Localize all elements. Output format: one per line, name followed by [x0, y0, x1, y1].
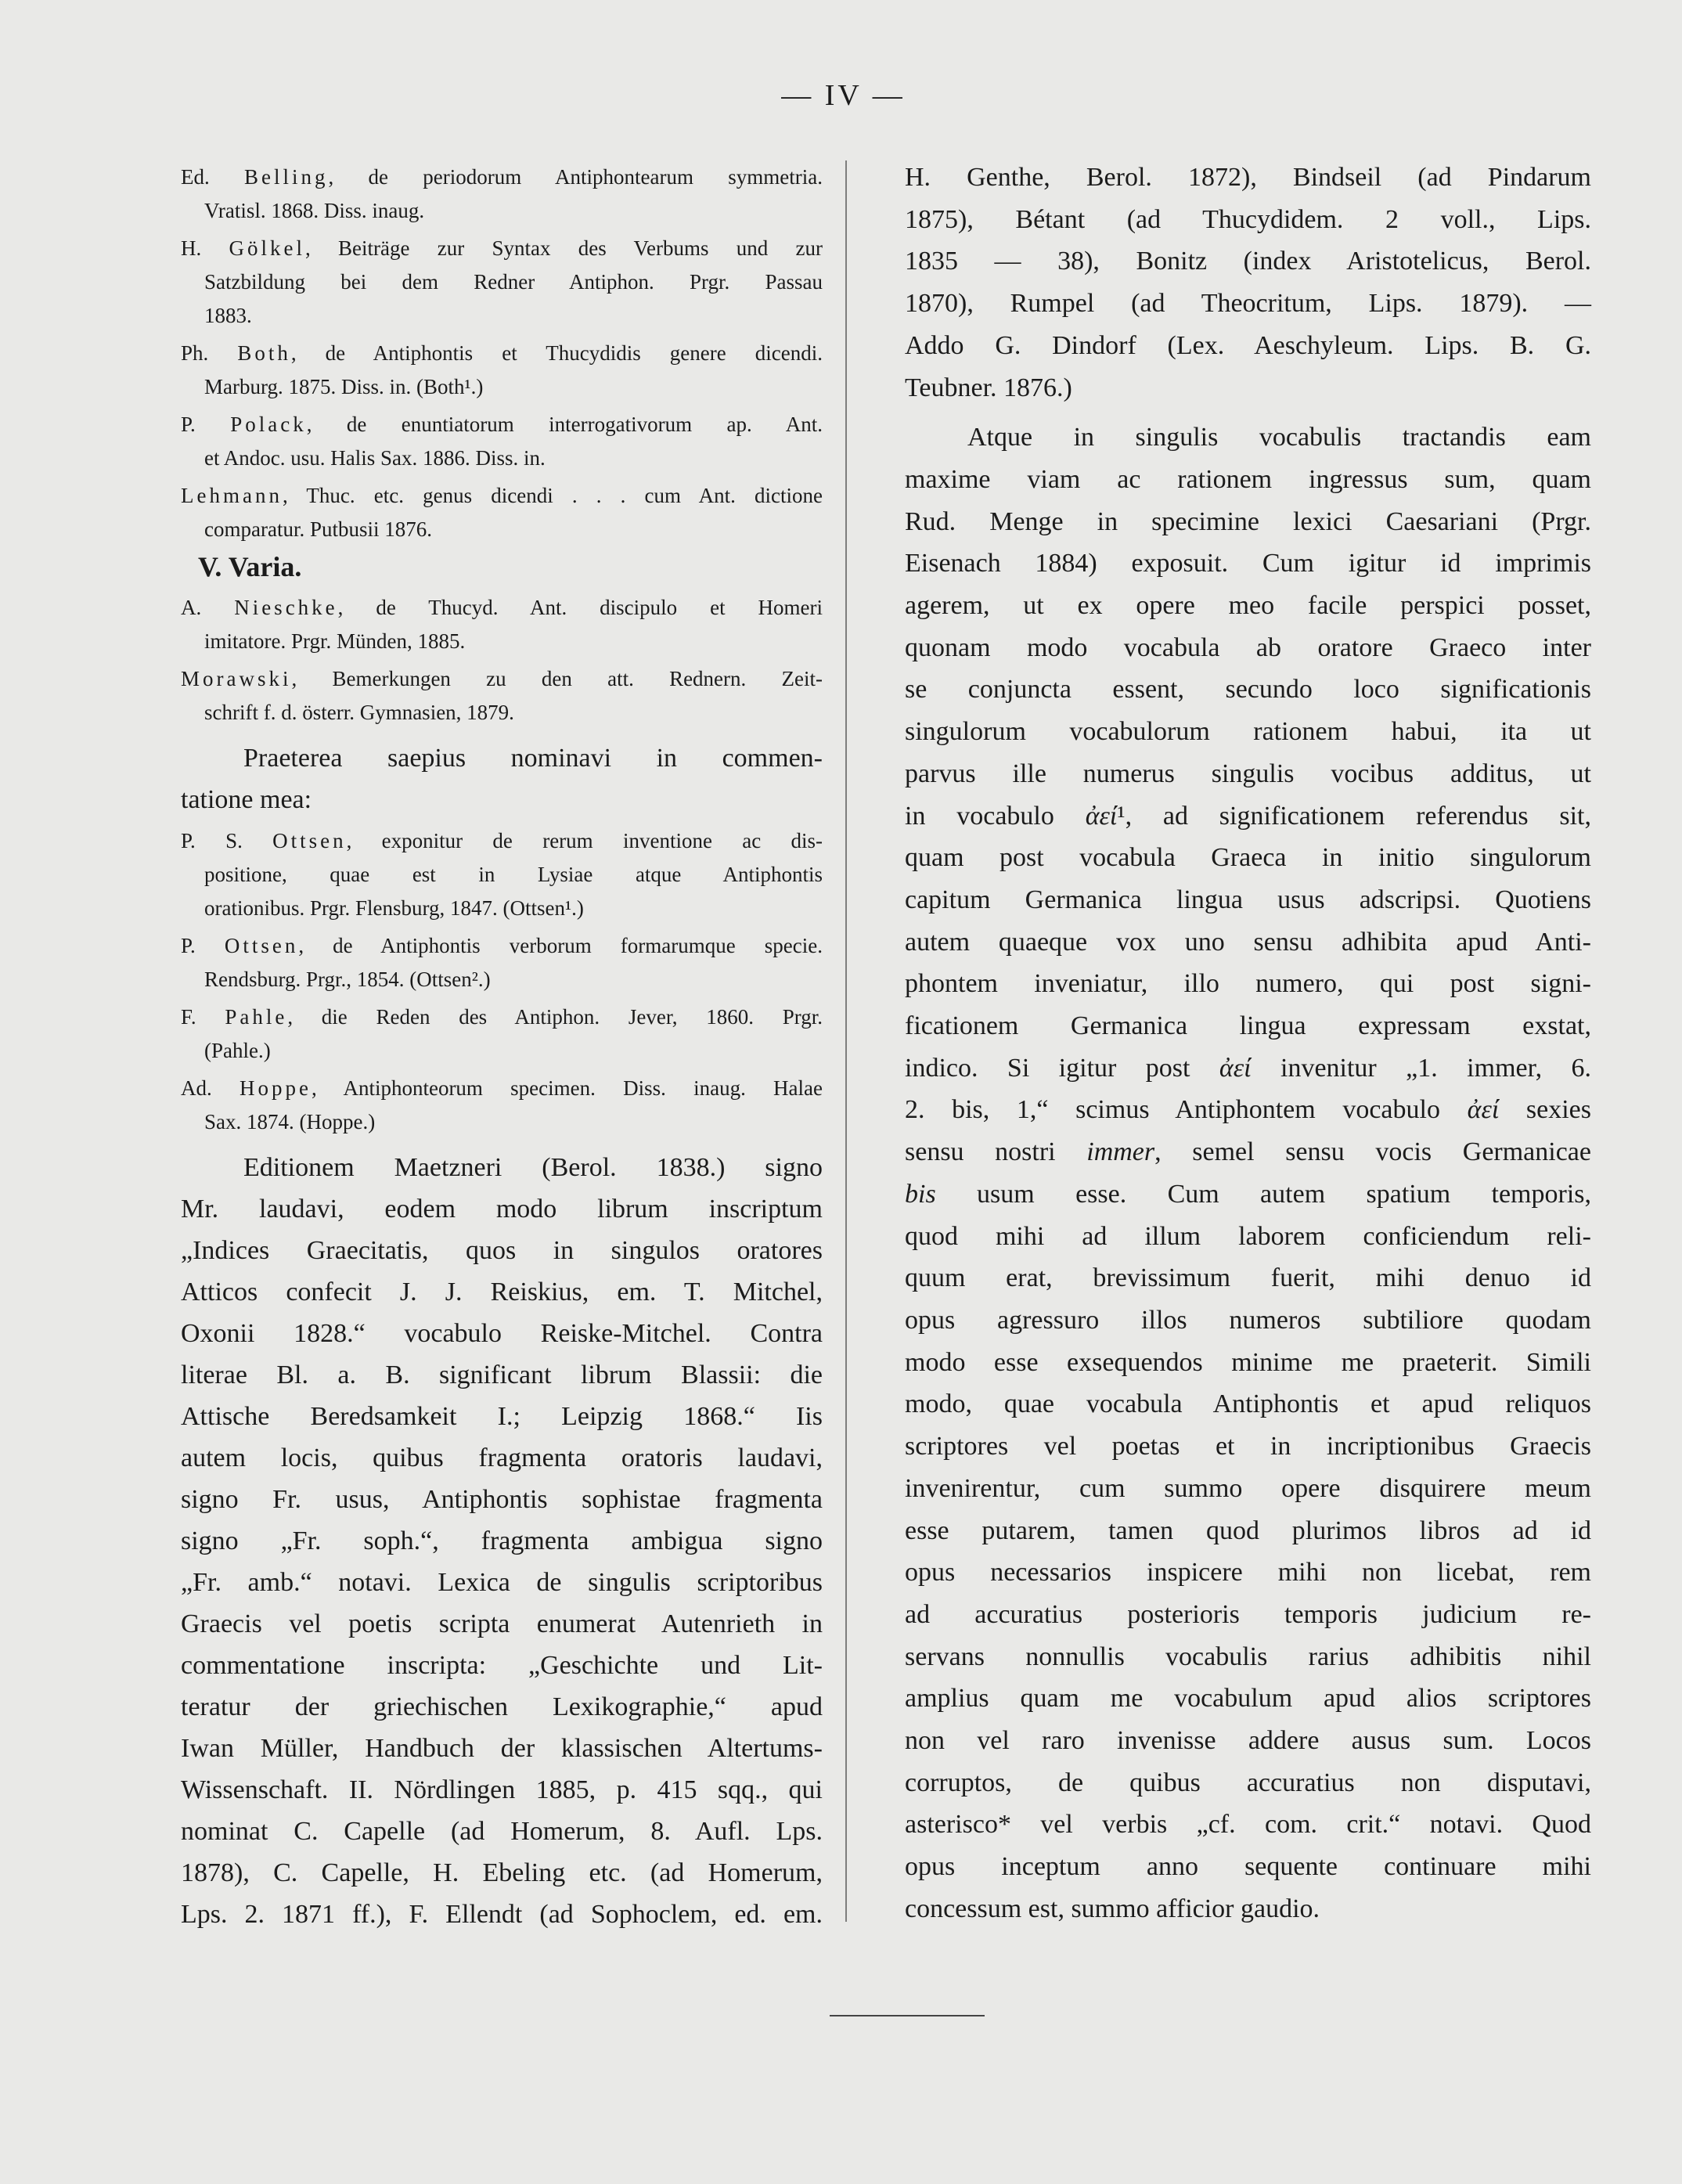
author-name: Ottsen [272, 829, 347, 852]
entry-first-line [181, 824, 823, 858]
text-line: autem locis, quibus fragmenta oratoris laudavi, [181, 1443, 823, 1472]
text-line [905, 1173, 1591, 1216]
bibliography-entry [181, 408, 823, 475]
entry-title: , Antiphonteorum specimen. Diss. inaug. Halae [311, 1076, 823, 1100]
text-run: sensu nostri [905, 1137, 1087, 1167]
text-line: scriptores vel poetas et in incriptionibus Graecis [905, 1432, 1591, 1461]
entry-line: Vratisl. 1868. Diss. inaug. [204, 199, 425, 222]
text-line: Editionem Maetzneri (Berol. 1838.) signo [243, 1153, 823, 1182]
author-initials: P. [181, 934, 225, 957]
text-run: sexies [1499, 1095, 1592, 1125]
paragraph [181, 1147, 823, 1935]
entry-line: Rendsburg. Prgr., 1854. (Ottsen².) [204, 968, 491, 991]
text-line: quod mihi ad illum laborem conficiendum reli- [905, 1221, 1591, 1251]
italic-word: immer [1086, 1137, 1155, 1167]
author-initials: Ph. [181, 341, 238, 365]
bibliography-entry [181, 929, 823, 996]
entry-line: positione, quae est in Lysiae atque Antiphontis [204, 863, 823, 886]
paragraph [181, 737, 823, 820]
text-line: 1835 — 38), Bonitz (index Aristotelicus, Berol. [905, 247, 1591, 276]
text-line: Iwan Müller, Handbuch der klassischen Altertums- [181, 1734, 823, 1763]
entry-first-line [181, 1000, 823, 1034]
text-line: Attische Beredsamkeit I.; Leipzig 1868.“ Iis [181, 1402, 823, 1431]
author-initials: Ad. [181, 1076, 240, 1100]
text-line: autem quaeque vox uno sensu adhibita apud Anti- [905, 927, 1591, 957]
bibliography-entry [181, 591, 823, 658]
text-line: invenirentur, cum summo opere disquirere meum [905, 1473, 1591, 1503]
text-line [905, 795, 1591, 838]
text-line: Rud. Menge in specimine lexici Caesariani (Prgr. [905, 506, 1591, 536]
text-line: Oxonii 1828.“ vocabulo Reiske-Mitchel. Contra [181, 1319, 823, 1348]
entry-first-line [181, 232, 823, 265]
right-column [905, 157, 1591, 1930]
bibliography-entry [181, 232, 823, 333]
text-line: se conjuncta essent, secundo loco significationis [905, 675, 1591, 705]
author-name: Morawski [181, 667, 292, 690]
text-line [905, 1047, 1591, 1090]
text-line: Mr. laudavi, eodem modo librum inscriptum [181, 1195, 823, 1224]
author-name: Lehmann [181, 484, 283, 507]
entry-title: , Beiträge zur Syntax des Verbums und zur [305, 236, 823, 260]
entry-first-line [181, 160, 823, 194]
entry-line: schrift f. d. österr. Gymnasien, 1879. [204, 701, 514, 724]
entry-title: , Thuc. etc. genus dicendi . . . cum Ant. dictione [282, 484, 823, 507]
text-line: concessum est, summo afficior gaudio. [905, 1894, 1320, 1923]
text-line: signo „Fr. soph.“, fragmenta ambigua signo [181, 1526, 823, 1555]
text-line: servans nonnullis vocabulis rarius adhibitis nihil [905, 1642, 1591, 1671]
text-line: 1878), C. Capelle, H. Ebeling etc. (ad Homerum, [181, 1858, 823, 1887]
text-line: quonam modo vocabula ab oratore Graeco inter [905, 632, 1591, 662]
entry-title: , de periodorum Antiphontearum symmetria. [328, 165, 823, 189]
text-run: , semel sensu vocis Germanicae [1154, 1137, 1591, 1167]
text-line: ad accuratius posterioris temporis judicium re- [905, 1599, 1591, 1629]
author-initials: H. [181, 236, 229, 260]
entry-first-line [181, 408, 823, 441]
text-line: opus inceptum anno sequente continuare mihi [905, 1852, 1591, 1882]
text-line: Teubner. 1876.) [905, 373, 1072, 402]
author-initials: F. [181, 1005, 225, 1029]
text-line: corruptos, de quibus accuratius non disputavi, [905, 1768, 1591, 1797]
author-name: Hoppe [239, 1076, 312, 1100]
footnote-rule [830, 2015, 985, 2016]
paragraph [905, 416, 1591, 1930]
text-line: non vel raro invenisse addere ausus sum. Locos [905, 1726, 1591, 1756]
text-line: ficationem Germanica lingua expressam exstat, [905, 1011, 1591, 1041]
italic-word: bis [905, 1179, 936, 1209]
entry-first-line [181, 479, 823, 513]
entry-line: Satzbildung bei dem Redner Antiphon. Prgr. Passau [204, 270, 823, 294]
text-line: commentatione inscripta: „Geschichte und Lit- [181, 1651, 823, 1680]
entry-first-line [181, 1072, 823, 1105]
entry-line: orationibus. Prgr. Flensburg, 1847. (Ottsen¹.) [204, 896, 584, 920]
entry-title: , de Thucyd. Ant. discipulo et Homeri [337, 596, 823, 619]
author-initials: P. S. [181, 829, 273, 852]
entry-first-line [181, 662, 823, 696]
text-line: Wissenschaft. II. Nördlingen 1885, p. 415 sqq., qui [181, 1775, 823, 1804]
text-line: teratur der griechischen Lexikographie,“ apud [181, 1692, 823, 1721]
text-line: H. Genthe, Berol. 1872), Bindseil (ad Pindarum [905, 163, 1591, 192]
entry-line: Marburg. 1875. Diss. in. (Both¹.) [204, 375, 484, 398]
text-line: „Indices Graecitatis, quos in singulos oratores [181, 1236, 823, 1265]
text-line: Lps. 2. 1871 ff.), F. Ellendt (ad Sophoclem, ed. em. [181, 1900, 823, 1929]
bibliography-entry [181, 1000, 823, 1068]
entry-title: , exponitur de rerum inventione ac dis- [346, 829, 823, 852]
text-line: parvus ille numerus singulis vocibus additus, ut [905, 759, 1591, 788]
text-line: Atticos confecit J. J. Reiskius, em. T. Mitchel, [181, 1278, 823, 1306]
bibliography-entry [181, 479, 823, 546]
entry-title: , Bemerkungen zu den att. Rednern. Zeit- [291, 667, 823, 690]
text-line: nominat C. Capelle (ad Homerum, 8. Aufl. Lps. [181, 1817, 823, 1846]
entry-title: , die Reden des Antiphon. Jever, 1860. Prgr. [287, 1005, 823, 1029]
entry-line: (Pahle.) [204, 1039, 271, 1062]
text-run: indico. Si igitur post [905, 1053, 1219, 1083]
text-line [905, 1089, 1591, 1131]
text-line: literae Bl. a. B. significant librum Blassii: die [181, 1360, 823, 1389]
entry-title: , de Antiphontis verborum formarumque specie. [298, 934, 823, 957]
text-line [905, 1131, 1591, 1173]
author-name: Polack [230, 413, 307, 436]
entry-first-line [181, 337, 823, 370]
entry-title: , de enuntiatorum interrogativorum ap. Ant. [306, 413, 823, 436]
text-line: quum erat, brevissimum fuerit, mihi denuo id [905, 1263, 1591, 1293]
text-line: 1875), Bétant (ad Thucydidem. 2 voll., Lips. [905, 204, 1591, 234]
author-name: Nieschke [234, 596, 338, 619]
text-line: Graecis vel poetis scripta enumerat Autenrieth in [181, 1609, 823, 1638]
italic-word: ἀεί [1085, 801, 1118, 831]
entry-line: comparatur. Putbusii 1876. [204, 517, 432, 541]
author-initials: A. [181, 596, 235, 619]
entry-line: 1883. [204, 304, 252, 327]
text-line: esse putarem, tamen quod plurimos libros ad id [905, 1515, 1591, 1545]
text-line: capitum Germanica lingua usus adscripsi. Quotiens [905, 885, 1591, 914]
text-line: „Fr. amb.“ notavi. Lexica de singulis scriptoribus [181, 1568, 823, 1597]
italic-word: ἀεί [1467, 1095, 1500, 1125]
text-line: signo Fr. usus, Antiphontis sophistae fragmenta [181, 1485, 823, 1514]
text-line: modo esse exsequendos minime me praeterit. Simili [905, 1347, 1591, 1377]
text-line: amplius quam me vocabulum apud alios scriptores [905, 1684, 1591, 1714]
left-column [181, 157, 823, 1935]
author-name: Pahle [225, 1005, 288, 1029]
text-line: quam post vocabula Graeca in initio singulorum [905, 843, 1591, 873]
text-line: asterisco* vel verbis „cf. com. crit.“ notavi. Quod [905, 1810, 1591, 1840]
bibliography-entry [181, 337, 823, 404]
entry-line: et Andoc. usu. Halis Sax. 1886. Diss. in. [204, 446, 546, 470]
entry-title: , de Antiphontis et Thucydidis genere dicendi. [290, 341, 823, 365]
bibliography-entry [181, 1072, 823, 1139]
entry-line: Sax. 1874. (Hoppe.) [204, 1110, 376, 1133]
bibliography-entry [181, 662, 823, 730]
entry-line: imitatore. Prgr. Münden, 1885. [204, 629, 466, 653]
text-line: tatione mea: [181, 785, 312, 814]
text-run: 2. bis, 1,“ scimus Antiphontem vocabulo [905, 1095, 1468, 1125]
bibliography-entry [181, 160, 823, 228]
text-line: phontem inveniatur, illo numero, qui post signi- [905, 969, 1591, 999]
section-heading: V. Varia. [198, 551, 302, 582]
text-run: ¹, ad significationem referendus sit, [1117, 801, 1591, 831]
paragraph [905, 157, 1591, 409]
text-line: Atque in singulis vocabulis tractandis eam [967, 423, 1591, 452]
text-run: invenitur „1. immer, 6. [1251, 1053, 1591, 1083]
text-line: Praeterea saepius nominavi in commen- [243, 744, 823, 773]
bibliography-entry [181, 824, 823, 925]
text-run: in vocabulo [905, 801, 1086, 831]
author-initials: Ed. [181, 165, 245, 189]
author-initials: P. [181, 413, 231, 436]
author-name: Both [237, 341, 291, 365]
text-line: singulorum vocabulorum rationem habui, ita ut [905, 717, 1591, 747]
entry-first-line [181, 591, 823, 625]
text-line: opus necessarios inspicere mihi non licebat, rem [905, 1558, 1591, 1588]
text-line: opus agressuro illos numeros subtiliore quodam [905, 1305, 1591, 1335]
text-line: Addo G. Dindorf (Lex. Aeschyleum. Lips. B. G. [905, 330, 1591, 360]
column-divider [845, 160, 847, 1922]
author-name: Ottsen [224, 934, 299, 957]
text-line: Eisenach 1884) exposuit. Cum igitur id imprimis [905, 549, 1591, 578]
entry-first-line [181, 929, 823, 963]
text-line: maxime viam ac rationem ingressus sum, quam [905, 464, 1591, 494]
text-line: agerem, ut ex opere meo facile perspici posset, [905, 591, 1591, 621]
italic-word: ἀεί [1219, 1053, 1252, 1083]
author-name: Belling [244, 165, 329, 189]
text-line: 1870), Rumpel (ad Theocritum, Lips. 1879). — [905, 289, 1591, 319]
author-name: Gölkel [229, 236, 306, 260]
text-line: modo, quae vocabula Antiphontis et apud reliquos [905, 1389, 1591, 1419]
page-number: — IV — [781, 79, 906, 112]
text-run: usum esse. Cum autem spatium temporis, [935, 1179, 1591, 1209]
